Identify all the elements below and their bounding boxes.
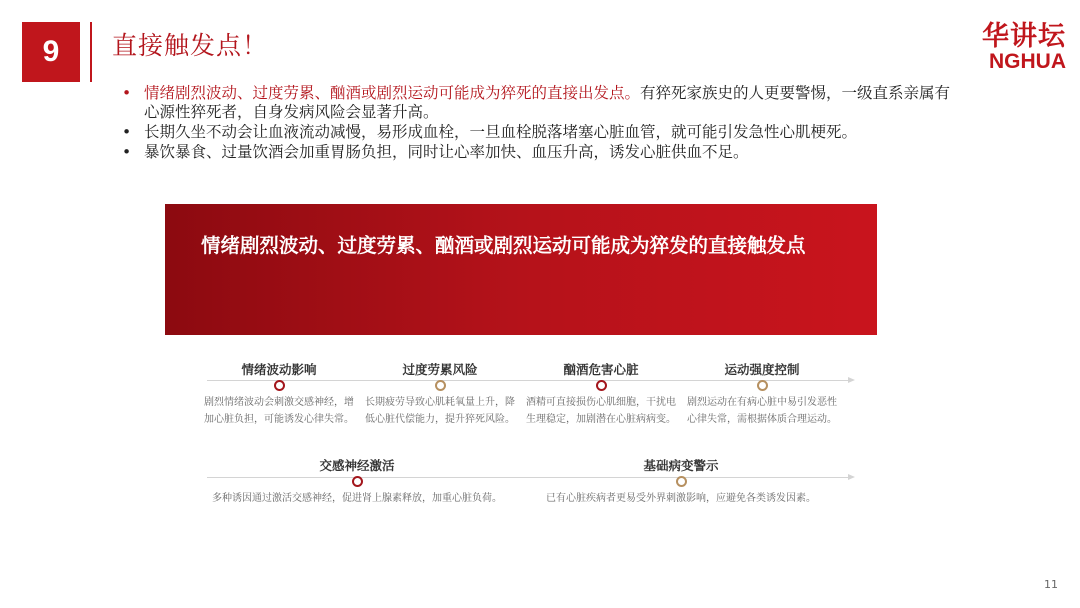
- logo-chinese-text: 华讲坛: [982, 21, 1066, 52]
- brand-logo: [936, 14, 1066, 76]
- banner-text: 情绪剧烈波动、过度劳累、酗酒或剧烈运动可能成为猝发的直接触发点: [201, 234, 806, 257]
- slide-number-badge: 9: [22, 22, 80, 82]
- node-title: 过度劳累风险: [402, 362, 478, 377]
- node-title: 运动强度控制: [724, 362, 800, 377]
- node-description: 酒精可直接损伤心肌细胞，干扰电生理稳定，加剧潜在心脏病病变。: [526, 397, 676, 425]
- node-title: 基础病变警示: [643, 458, 719, 473]
- timeline-node: [212, 456, 502, 508]
- node-description: 多种诱因通过激活交感神经，促进肾上腺素释放，加重心脏负荷。: [212, 493, 502, 504]
- highlight-banner: [165, 204, 877, 335]
- bullet-text: 长期久坐不动会让血液流动减慢，易形成血栓，一旦血栓脱落堵塞心脏血管，就可能引发急性心肌梗死。: [144, 123, 858, 141]
- timeline-node: [523, 360, 679, 428]
- bullet-item: [120, 123, 960, 142]
- node-title: 情绪波动影响: [241, 362, 317, 377]
- timeline-node: [684, 360, 840, 428]
- timeline-dot: [274, 380, 285, 391]
- bullet-item: [120, 84, 960, 122]
- logo-english-text: NGHUA: [989, 50, 1066, 73]
- node-description: 剧烈运动在有病心脏中易引发恶性心律失常，需根据体质合理运动。: [687, 397, 837, 425]
- timeline-dot: [435, 380, 446, 391]
- bullet-text: 暴饮暴食、过量饮酒会加重胃肠负担，同时让心率加快、血压升高，诱发心脏供血不足。: [144, 143, 749, 161]
- bullet-text: 有猝死家族史的人更要警惕，一级直系亲属有心源性猝死者，自身发病风险会显著升高。: [144, 84, 951, 121]
- page-number: 11: [1044, 578, 1058, 591]
- node-description: 已有心脏疾病者更易受外界刺激影响，应避免各类诱发因素。: [546, 493, 816, 504]
- node-title: 交感神经激活: [319, 458, 395, 473]
- bullet-item: [120, 143, 960, 162]
- node-description: 长期疲劳导致心肌耗氧量上升，降低心脏代偿能力，提升猝死风险。: [365, 397, 515, 425]
- timeline-node: [201, 360, 357, 428]
- title-divider: [90, 22, 92, 82]
- timeline-node: [362, 360, 518, 428]
- bullet-list: [120, 84, 960, 163]
- node-description: 剧烈情绪波动会刺激交感神经，增加心脏负担，可能诱发心律失常。: [204, 397, 354, 425]
- timeline-dot: [352, 476, 363, 487]
- page-title: 直接触发点！: [112, 31, 269, 60]
- timeline-dot: [757, 380, 768, 391]
- node-title: 酗酒危害心脏: [563, 362, 639, 377]
- bullet-highlight: 情绪剧烈波动、过度劳累、酗酒或剧烈运动可能成为猝死的直接出发点。: [144, 84, 641, 102]
- timeline-dot: [596, 380, 607, 391]
- timeline-node: [530, 456, 832, 508]
- timeline-dot: [676, 476, 687, 487]
